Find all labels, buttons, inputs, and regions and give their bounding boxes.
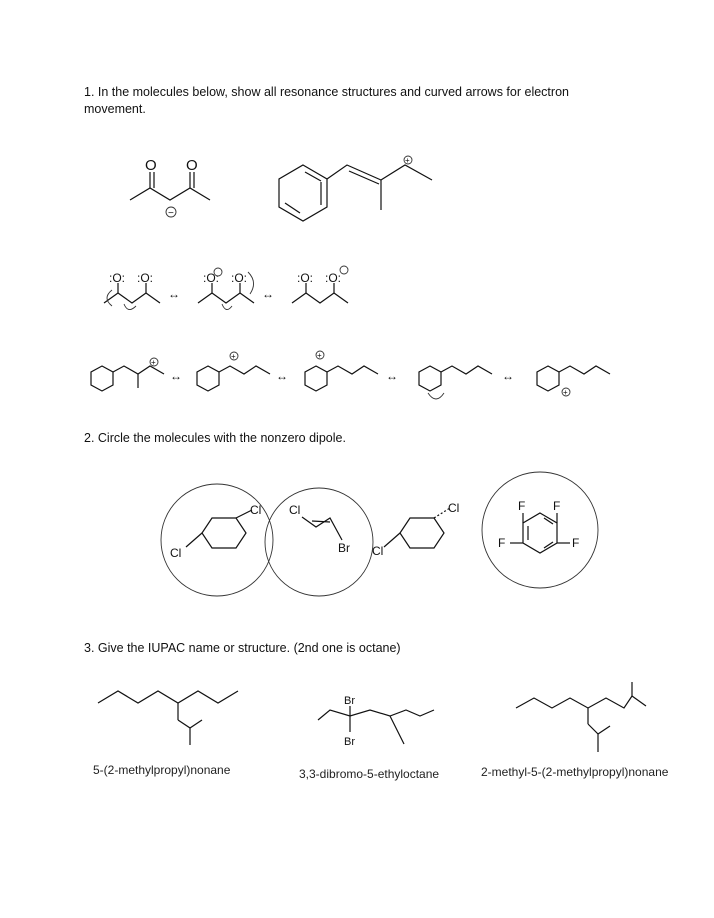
oxygen-label: :O: [109, 271, 126, 285]
benzyl-cation-resonance-row [91, 351, 610, 399]
bromo-chloro-ethene-structure [289, 503, 350, 555]
cis-dichlorocyclohexane-structure [170, 503, 261, 560]
iupac-name-3: 2-methyl-5-(2-methylpropyl)nonane [481, 765, 669, 779]
question-1: 1. In the molecules below, show all resonance structures and curved arrows for electron movement. [84, 85, 569, 116]
svg-text:+: + [231, 352, 236, 361]
fluorine-label: F [572, 536, 580, 550]
minus-charge: − [168, 208, 174, 219]
resonance-arrow: ↔ [276, 369, 288, 383]
chlorine-label: Cl [372, 544, 384, 558]
trifluorobenzene-structure [498, 499, 579, 553]
fluorine-label: F [518, 499, 526, 513]
diketone-anion-structure [130, 157, 210, 219]
dipole-circle [161, 472, 598, 596]
question-3: 3. Give the IUPAC name or structure. (2nd one is octane) [84, 641, 401, 655]
svg-text:+: + [317, 351, 322, 360]
svg-text:+: + [151, 358, 156, 367]
oxygen-label: O [186, 157, 198, 174]
oxygen-label: O [145, 157, 157, 174]
skeletal-structure-2 [318, 695, 434, 748]
oxygen-label: :O: [297, 271, 314, 285]
iupac-name-2: 3,3-dibromo-5-ethyloctane [299, 767, 440, 781]
resonance-arrow: ↔ [168, 287, 180, 301]
resonance-arrow: ↔ [386, 369, 398, 383]
chlorine-label: Cl [289, 503, 301, 517]
skeletal-structure-3 [516, 682, 646, 752]
resonance-arrow: ↔ [502, 369, 514, 383]
plus-charge: + [405, 156, 410, 165]
chlorine-label: Cl [170, 546, 182, 560]
resonance-arrow: ↔ [170, 369, 182, 383]
question-2: 2. Circle the molecules with the nonzero dipole. [84, 431, 346, 445]
oxygen-label: :O: [203, 271, 220, 285]
oxygen-label: :O: [137, 271, 154, 285]
chlorine-label: Cl [448, 501, 460, 515]
bromine-label: Br [338, 541, 350, 555]
svg-text:+: + [563, 388, 568, 397]
resonance-arrow: ↔ [262, 287, 274, 301]
diketone-resonance-row [104, 266, 348, 310]
trans-dichlorocyclohexane-structure [372, 501, 459, 558]
chlorine-label: Cl [250, 503, 262, 517]
bromine-label: Br [344, 695, 355, 707]
skeletal-structure-1 [98, 691, 238, 745]
iupac-name-1: 5-(2-methylpropyl)nonane [93, 763, 231, 777]
phenyl-allyl-cation-structure [279, 156, 432, 221]
oxygen-label: :O: [231, 271, 248, 285]
bromine-label: Br [344, 736, 355, 748]
oxygen-label: :O: [325, 271, 342, 285]
fluorine-label: F [553, 499, 561, 513]
fluorine-label: F [498, 536, 506, 550]
